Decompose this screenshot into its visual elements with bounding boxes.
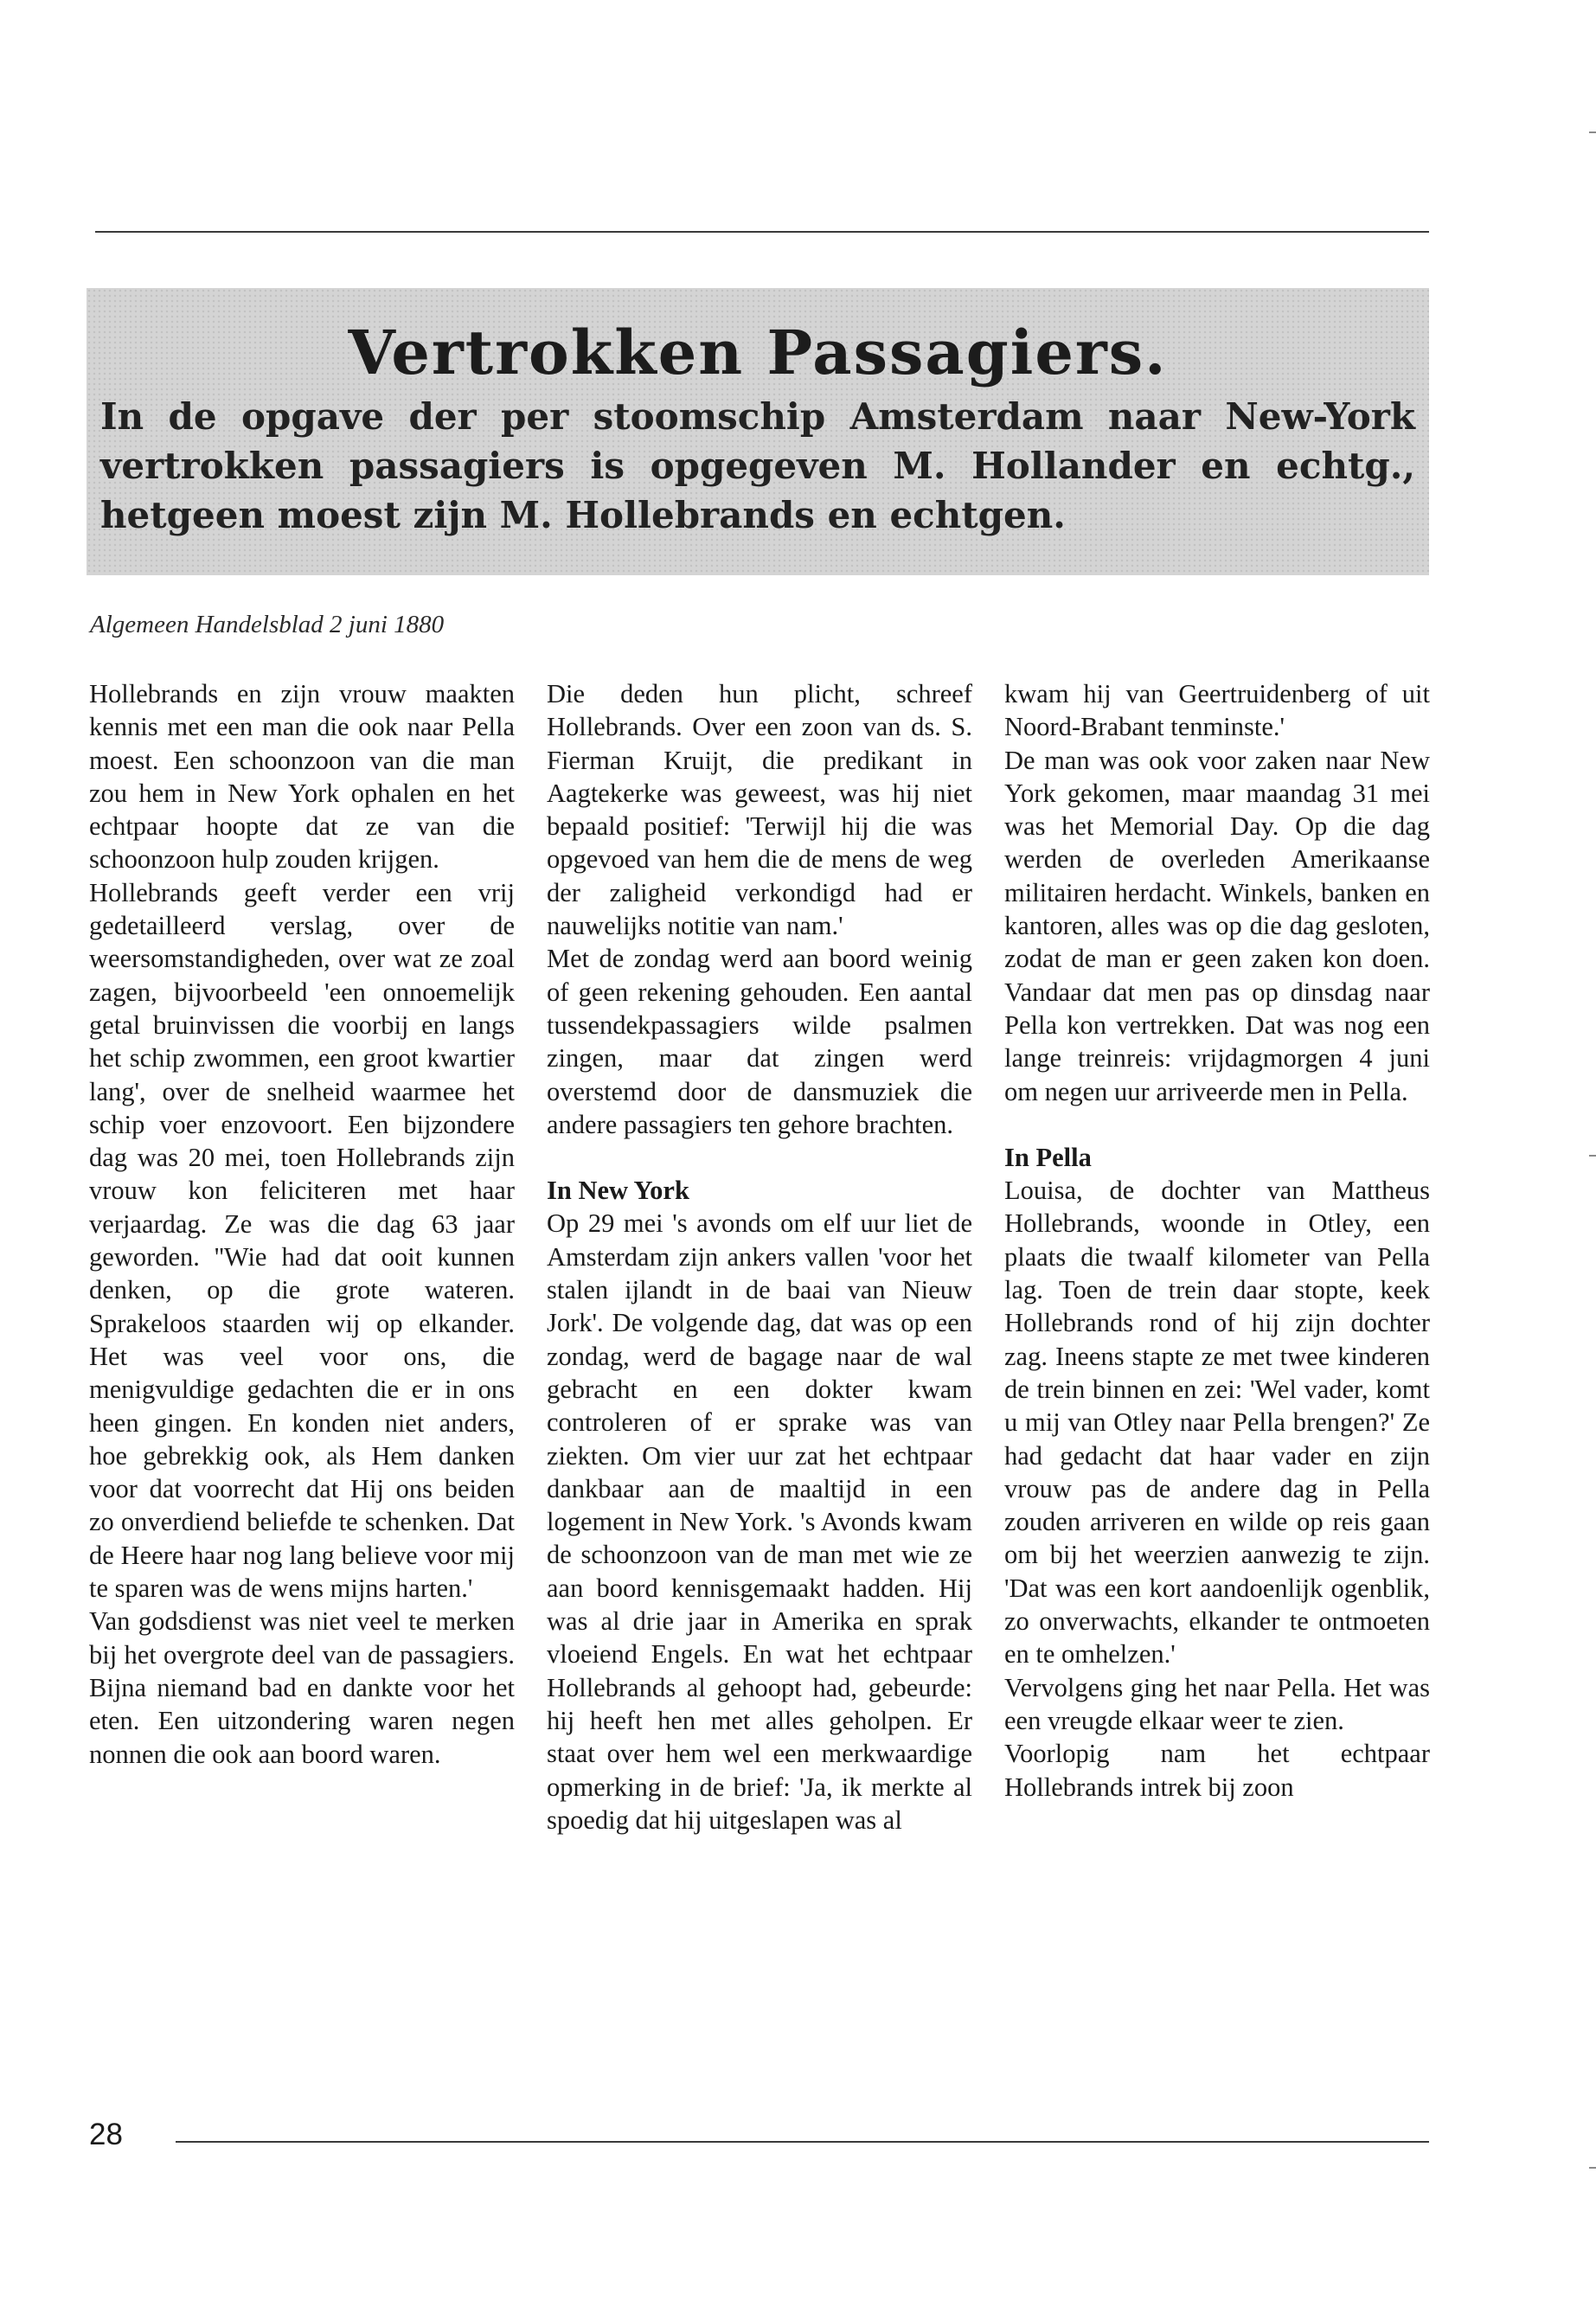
crop-mark-bottom — [1589, 2167, 1596, 2169]
crop-mark-middle — [1589, 1155, 1596, 1157]
crop-mark-top — [1589, 131, 1596, 133]
newspaper-clipping — [87, 288, 1429, 575]
header-rule — [95, 231, 1429, 233]
paragraph: Van godsdienst was niet veel te merken bij het overgrote deel van de passagiers. Bijna niemand bad en dankte voor het eten. Een uitzondering waren negen nonnen die ook aan boord waren. — [89, 1606, 515, 1769]
footer-rule — [176, 2141, 1429, 2143]
page-number: 28 — [89, 2118, 123, 2151]
paragraph: De man was ook voor zaken naar New York gekomen, maar maandag 31 mei was het Memorial Day. Op die dag werden de overleden Amerikaanse militairen herdacht. Winkels, banken en kantoren, alles was op die dag gesloten, zodat de man er geen zaken kon doen. Vandaar dat men pas op dinsdag naar Pella kon vertrekken. Dat was nog een lange treinreis: vrijdagmorgen 4 juni om negen uur arriveerde men in Pella. — [1004, 745, 1430, 1106]
spacer — [547, 1141, 972, 1174]
text-column-1 — [89, 677, 515, 1771]
text-column-2 — [547, 677, 972, 1836]
paragraph: Die deden hun plicht, schreef Hollebrands. Over een zoon van ds. S. Fierman Kruijt, die predikant in Aagtekerke was geweest, was hij niet bepaald positief: 'Terwijl hij die was opgevoed van hem die de mens de weg der zaligheid verkondigd had er nauwelijks notitie van nam.' — [547, 679, 972, 941]
paragraph: Louisa, de dochter van Mattheus Hollebrands, woonde in Otley, een plaats die twaalf kilometer van Pella lag. Toen de trein daar stopte, keek Hollebrands rond of hij zijn dochter zag. Ineens stapte ze met twee kinderen de trein binnen en zei: 'Wel vader, komt u mij van Otley naar Pella brengen?' Ze had gedacht dat haar vader en zijn vrouw pas de andere dag in Pella zouden arriveren en wilde op reis gaan om bij het weerzien aanwezig te zijn. 'Dat was een kort aandoenlijk ogenblik, zo onverwachts, elkander te ontmoeten en te omhelzen.' — [1004, 1176, 1430, 1670]
paragraph: Hollebrands geeft verder een vrij gedetailleerd verslag, over de weersomstandigheden, over wat ze zoal zagen, bijvoorbeeld 'een onnoemelijk getal bruinvissen die voorbij en langs het schip zwommen, een groot kwartier lang', over de snelheid waarmee het schip voer enzovoort. Een bijzondere dag was 20 mei, toen Hollebrands zijn vrouw kon feliciteren met haar verjaardag. Ze was die dag 63 jaar geworden. ''Wie had dat ooit kunnen denken, op die grote wateren. Sprakeloos staarden wij op elkander. Het was veel voor ons, die menigvuldige gedachten die er in ons heen gingen. En konden niet anders, hoe gebrekkig ook, als Hem danken voor dat voorrecht dat Hij ons beiden zo onverdiend beliefde te schenken. Dat de Heere haar nog lang believe voor mij te sparen was de wens mijns harten.' — [89, 877, 515, 1604]
paragraph: Met de zondag werd aan boord weinig of geen rekening gehouden. Een aantal tussendekpassagiers wilde psalmen zingen, maar dat zingen werd overstemd door de dansmuziek die andere passagiers ten gehore brachten. — [547, 944, 972, 1139]
paragraph: Voorlopig nam het echtpaar Hollebrands intrek bij zoon — [1004, 1739, 1430, 1802]
paragraph: Hollebrands en zijn vrouw maakten kennis met een man die ook naar Pella moest. Een schoonzoon van die man zou hem in New York ophalen en het echtpaar hoopte dat ze van die schoonzoon hulp zouden krijgen. — [89, 679, 515, 875]
paragraph: kwam hij van Geertruidenberg of uit Noord-Brabant tenminste.' — [1004, 679, 1430, 742]
spacer — [1004, 1108, 1430, 1141]
paragraph: Op 29 mei 's avonds om elf uur liet de Amsterdam zijn ankers vallen 'voor het stalen ijlandt in de baai van Nieuw Jork'. De volgende dag, dat was op een zondag, werd de bagage naar de wal gebracht en een dokter kwam controleren of er sprake was van ziekten. Om vier uur zat het echtpaar dankbaar aan de maaltijd in een logement in New York. 's Avonds kwam de schoonzoon van de man met wie ze aan boord kennisgemaakt hadden. Hij was al drie jaar in Amerika en sprak vloeiend Engels. En wat het echtpaar Hollebrands al gehoopt had, gebeurde: hij heeft hen met alles geholpen. Er staat over hem wel een merkwaardige opmerking in de brief: 'Ja, ik merkte al spoedig dat hij uitgeslapen was al — [547, 1208, 972, 1835]
clipping-caption: Algemeen Handelsblad 2 juni 1880 — [90, 611, 445, 638]
section-heading: In New York — [547, 1176, 689, 1206]
paragraph: Vervolgens ging het naar Pella. Het was een vreugde elkaar weer te zien. — [1004, 1672, 1430, 1735]
clipping-title: Vertrokken Passagiers. — [348, 317, 1168, 388]
clipping-body: In de opgave der per stoomschip Amsterdam naar New-York vertrokken passagiers is opgegeven M. Hollander en echtg., hetgeen moest zijn M. Hollebrands en echtgen. — [100, 395, 1415, 536]
text-column-3 — [1004, 677, 1430, 1804]
section-heading: In Pella — [1004, 1142, 1092, 1172]
